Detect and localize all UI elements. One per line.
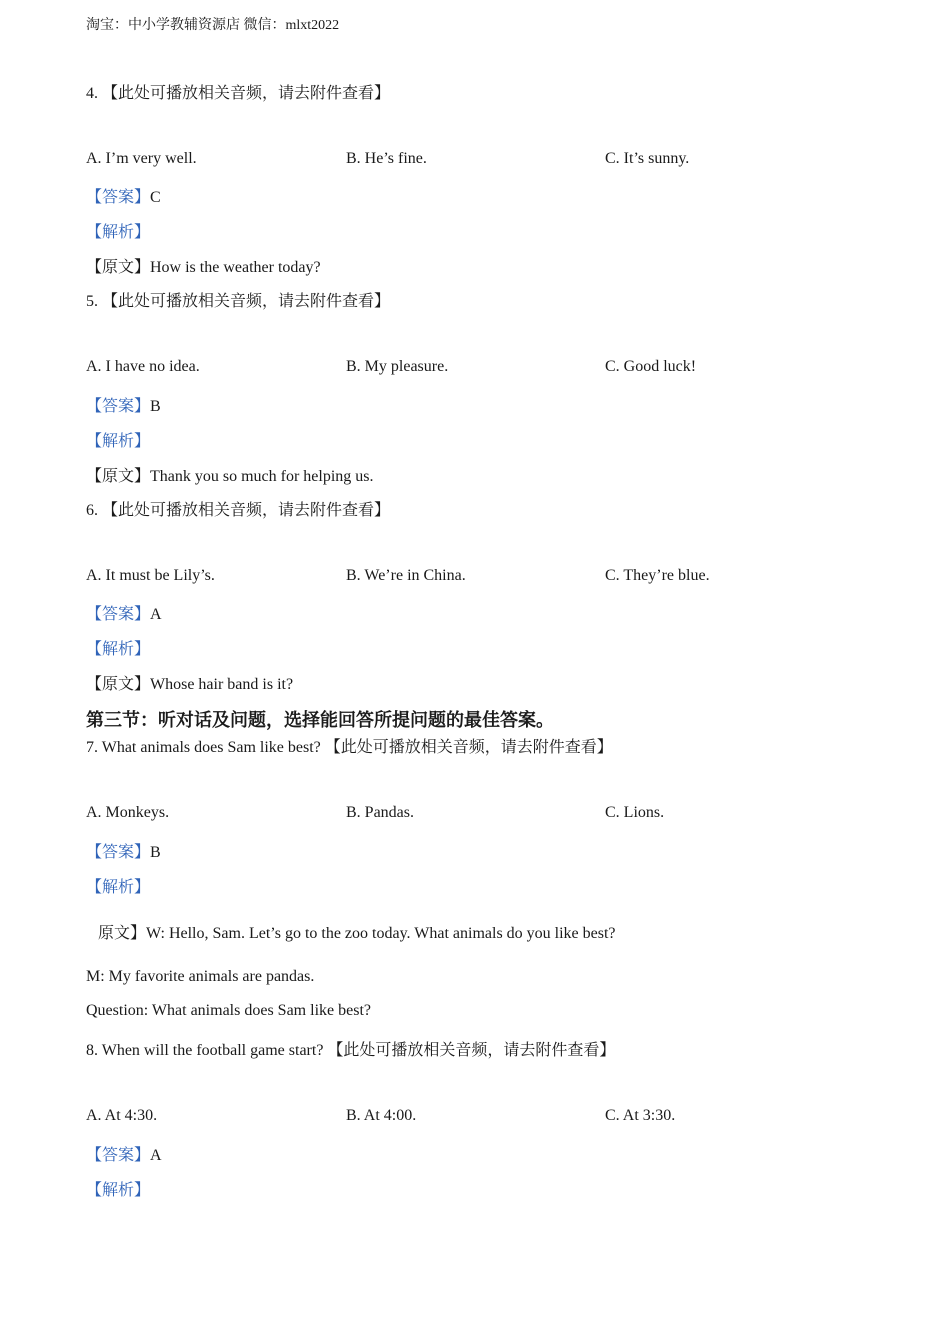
- q4-option-c: C. It’s sunny.: [605, 150, 690, 167]
- q6-option-b: B. We’re in China.: [346, 567, 466, 584]
- q8-option-c: C. At 3:30.: [605, 1107, 676, 1124]
- answer-label: 【答案】: [86, 1147, 151, 1164]
- q6-option-c: C. They’re blue.: [605, 567, 710, 584]
- q5-option-c: C. Good luck!: [605, 358, 697, 375]
- q5-answer: [86, 393, 161, 416]
- q7-original-line-2: M: My favorite animals are pandas.: [86, 968, 315, 985]
- q6-option-a: A. It must be Lily’s.: [86, 567, 215, 584]
- q5-option-a: A. I have no idea.: [86, 358, 200, 375]
- answer-value: A: [150, 606, 162, 623]
- q6-stem: 6. 【此处可播放相关音频，请去附件查看】: [86, 502, 391, 519]
- q7-analysis-label: 【解析】: [86, 879, 151, 896]
- answer-label: 【答案】: [86, 844, 151, 861]
- q7-option-c: C. Lions.: [605, 804, 665, 821]
- answer-value: C: [150, 189, 161, 206]
- q4-option-a: A. I’m very well.: [86, 150, 197, 167]
- q5-original: 【原文】Thank you so much for helping us.: [86, 468, 374, 485]
- q5-option-b: B. My pleasure.: [346, 358, 449, 375]
- q4-stem: 4. 【此处可播放相关音频，请去附件查看】: [86, 85, 391, 102]
- q5-stem: 5. 【此处可播放相关音频，请去附件查看】: [86, 293, 391, 310]
- answer-label: 【答案】: [86, 189, 151, 206]
- q6-analysis-label: 【解析】: [86, 641, 151, 658]
- answer-value: B: [150, 844, 161, 861]
- q8-stem: 8. When will the football game start? 【此处可播放相关音频，请去附件查看】: [86, 1042, 616, 1059]
- q8-option-b: B. At 4:00.: [346, 1107, 417, 1124]
- q8-answer: [86, 1142, 162, 1165]
- q4-original: 【原文】How is the weather today?: [86, 259, 321, 276]
- q7-option-b: B. Pandas.: [346, 804, 414, 821]
- q4-answer: [86, 184, 161, 207]
- q4-analysis-label: 【解析】: [86, 224, 151, 241]
- q7-original-line-3: Question: What animals does Sam like best?: [86, 1002, 371, 1019]
- q6-original: 【原文】Whose hair band is it?: [86, 676, 294, 693]
- answer-label: 【答案】: [86, 606, 151, 623]
- section-heading: 第三节：听对话及问题，选择能回答所提问题的最佳答案。: [86, 710, 554, 730]
- answer-value: B: [150, 398, 161, 415]
- q7-original-line-1: 原文】W: Hello, Sam. Let’s go to the zoo today. What animals do you like best?: [98, 925, 616, 942]
- q6-answer: [86, 601, 162, 624]
- q4-option-b: B. He’s fine.: [346, 150, 427, 167]
- page-header: 淘宝：中小学教辅资源店 微信：mlxt2022: [86, 18, 340, 33]
- q5-analysis-label: 【解析】: [86, 433, 151, 450]
- q8-analysis-label: 【解析】: [86, 1182, 151, 1199]
- answer-label: 【答案】: [86, 398, 151, 415]
- q7-answer: [86, 839, 161, 862]
- q8-option-a: A. At 4:30.: [86, 1107, 158, 1124]
- answer-value: A: [150, 1147, 162, 1164]
- q7-stem: 7. What animals does Sam like best? 【此处可播放相关音频，请去附件查看】: [86, 739, 613, 756]
- q7-option-a: A. Monkeys.: [86, 804, 170, 821]
